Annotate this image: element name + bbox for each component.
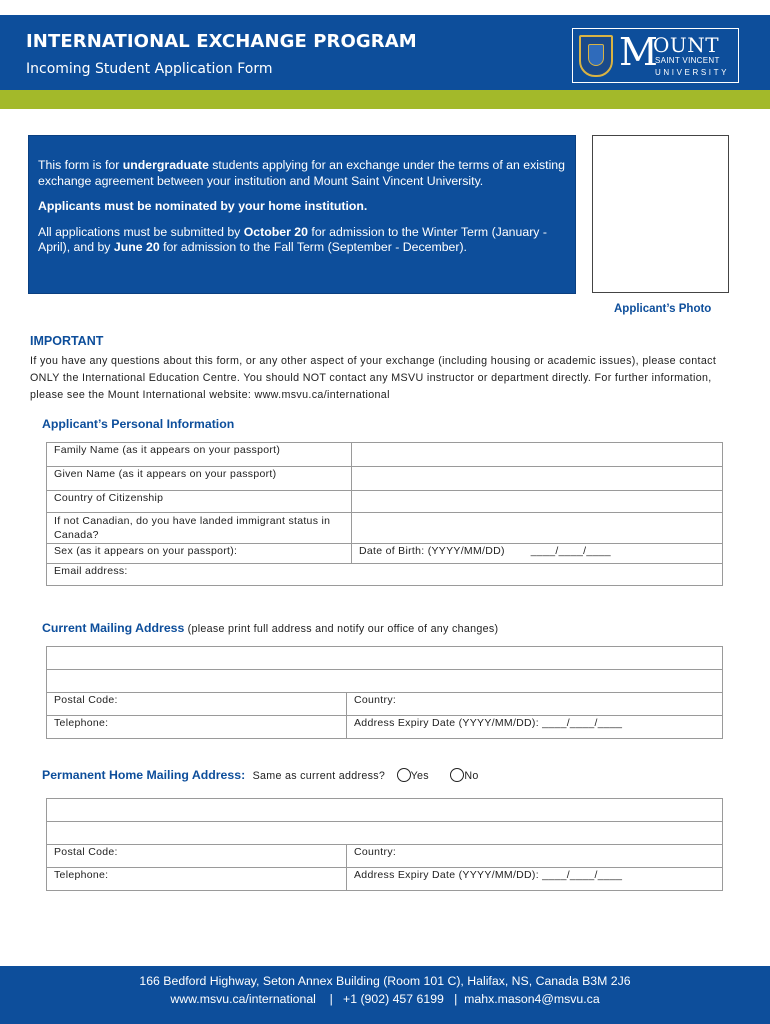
permanent-postal-code-field[interactable]: Postal Code: bbox=[47, 845, 347, 868]
same-as-label: Same as current address? bbox=[252, 770, 386, 782]
intro-box bbox=[28, 135, 576, 294]
logo-letter: M bbox=[619, 30, 658, 74]
permanent-address-table bbox=[46, 798, 723, 891]
citizenship-label: Country of Citizenship bbox=[47, 491, 352, 513]
sex-field[interactable] bbox=[47, 544, 352, 564]
current-address-line-2[interactable] bbox=[47, 670, 723, 693]
accent-bar bbox=[0, 90, 770, 109]
university-logo bbox=[572, 28, 739, 83]
intro-paragraph-1: This form is for undergraduate students applying for an exchange under the terms of an existing exchange agreement between your institution and Mount Saint Vincent University. bbox=[38, 158, 565, 188]
citizenship-field[interactable] bbox=[352, 491, 723, 513]
given-name-label: Given Name (as it appears on your passport) bbox=[47, 467, 352, 491]
yes-label: Yes bbox=[410, 770, 429, 782]
photo-box[interactable] bbox=[592, 135, 729, 293]
page-header bbox=[0, 15, 770, 90]
logo-line-3: UNIVERSITY bbox=[655, 68, 730, 77]
page-footer bbox=[0, 966, 770, 1024]
important-text: If you have any questions about this form, or any other aspect of your exchange (including housing or academic issues), please contact ONLY the International Education Centre. You should NOT contact any MSVU instructor or department directly. For further information, please see the Mount International website: www.msvu.ca/international bbox=[30, 355, 717, 401]
permanent-telephone-field[interactable]: Telephone: bbox=[47, 868, 347, 891]
crest-icon bbox=[579, 35, 613, 77]
current-telephone-field[interactable]: Telephone: bbox=[47, 716, 347, 739]
current-country-field[interactable]: Country: bbox=[347, 693, 723, 716]
permanent-address-heading: Permanent Home Mailing Address: Same as current address? Yes No bbox=[42, 768, 479, 782]
permanent-country-field[interactable]: Country: bbox=[347, 845, 723, 868]
page-title: INTERNATIONAL EXCHANGE PROGRAM bbox=[26, 31, 417, 52]
family-name-field[interactable] bbox=[352, 443, 723, 467]
no-radio[interactable] bbox=[450, 768, 464, 782]
page-subtitle: Incoming Student Application Form bbox=[26, 61, 273, 77]
logo-line-2: SAINT VINCENT bbox=[655, 56, 720, 65]
email-field[interactable] bbox=[47, 564, 723, 586]
footer-contact: www.msvu.ca/international | +1 (902) 457 6199 | mahx.mason4@msvu.ca bbox=[170, 992, 600, 1006]
current-address-note: (please print full address and notify our office of any changes) bbox=[184, 623, 499, 635]
permanent-address-line-1[interactable] bbox=[47, 799, 723, 822]
permanent-address-line-2[interactable] bbox=[47, 822, 723, 845]
important-heading: IMPORTANT bbox=[30, 334, 104, 348]
current-postal-code-field[interactable]: Postal Code: bbox=[47, 693, 347, 716]
dob-field[interactable] bbox=[352, 544, 723, 564]
landed-status-label: If not Canadian, do you have landed immigrant status in Canada? bbox=[47, 513, 352, 544]
current-address-line-1[interactable] bbox=[47, 647, 723, 670]
intro-paragraph-2: Applicants must be nominated by your home institution. bbox=[38, 199, 368, 213]
email-label: Email address: bbox=[54, 565, 128, 577]
logo-word: OUNT bbox=[653, 33, 720, 57]
current-expiry-field[interactable]: Address Expiry Date (YYYY/MM/DD): ____/____/____ bbox=[347, 716, 723, 739]
current-address-table bbox=[46, 646, 723, 739]
current-address-heading: Current Mailing Address (please print full address and notify our office of any changes) bbox=[42, 621, 499, 635]
personal-info-table bbox=[46, 442, 723, 586]
yes-radio[interactable] bbox=[397, 768, 411, 782]
footer-address: 166 Bedford Highway, Seton Annex Building (Room 101 C), Halifax, NS, Canada B3M 2J6 bbox=[139, 974, 631, 988]
dob-label: Date of Birth: (YYYY/MM/DD) bbox=[359, 545, 505, 557]
landed-status-field[interactable] bbox=[352, 513, 723, 544]
dob-blank: ____/____/____ bbox=[530, 545, 611, 557]
photo-label: Applicant’s Photo bbox=[614, 303, 712, 315]
sex-label: Sex (as it appears on your passport): bbox=[54, 545, 238, 557]
permanent-expiry-field[interactable]: Address Expiry Date (YYYY/MM/DD): ____/____/____ bbox=[347, 868, 723, 891]
no-label: No bbox=[464, 770, 479, 782]
intro-paragraph-3: All applications must be submitted by October 20 for admission to the Winter Term (January - April), and by June 20 for admission to the Fall Term (September - December). bbox=[38, 224, 547, 254]
personal-info-heading: Applicant’s Personal Information bbox=[42, 417, 235, 431]
given-name-field[interactable] bbox=[352, 467, 723, 491]
family-name-label: Family Name (as it appears on your passport) bbox=[47, 443, 352, 467]
